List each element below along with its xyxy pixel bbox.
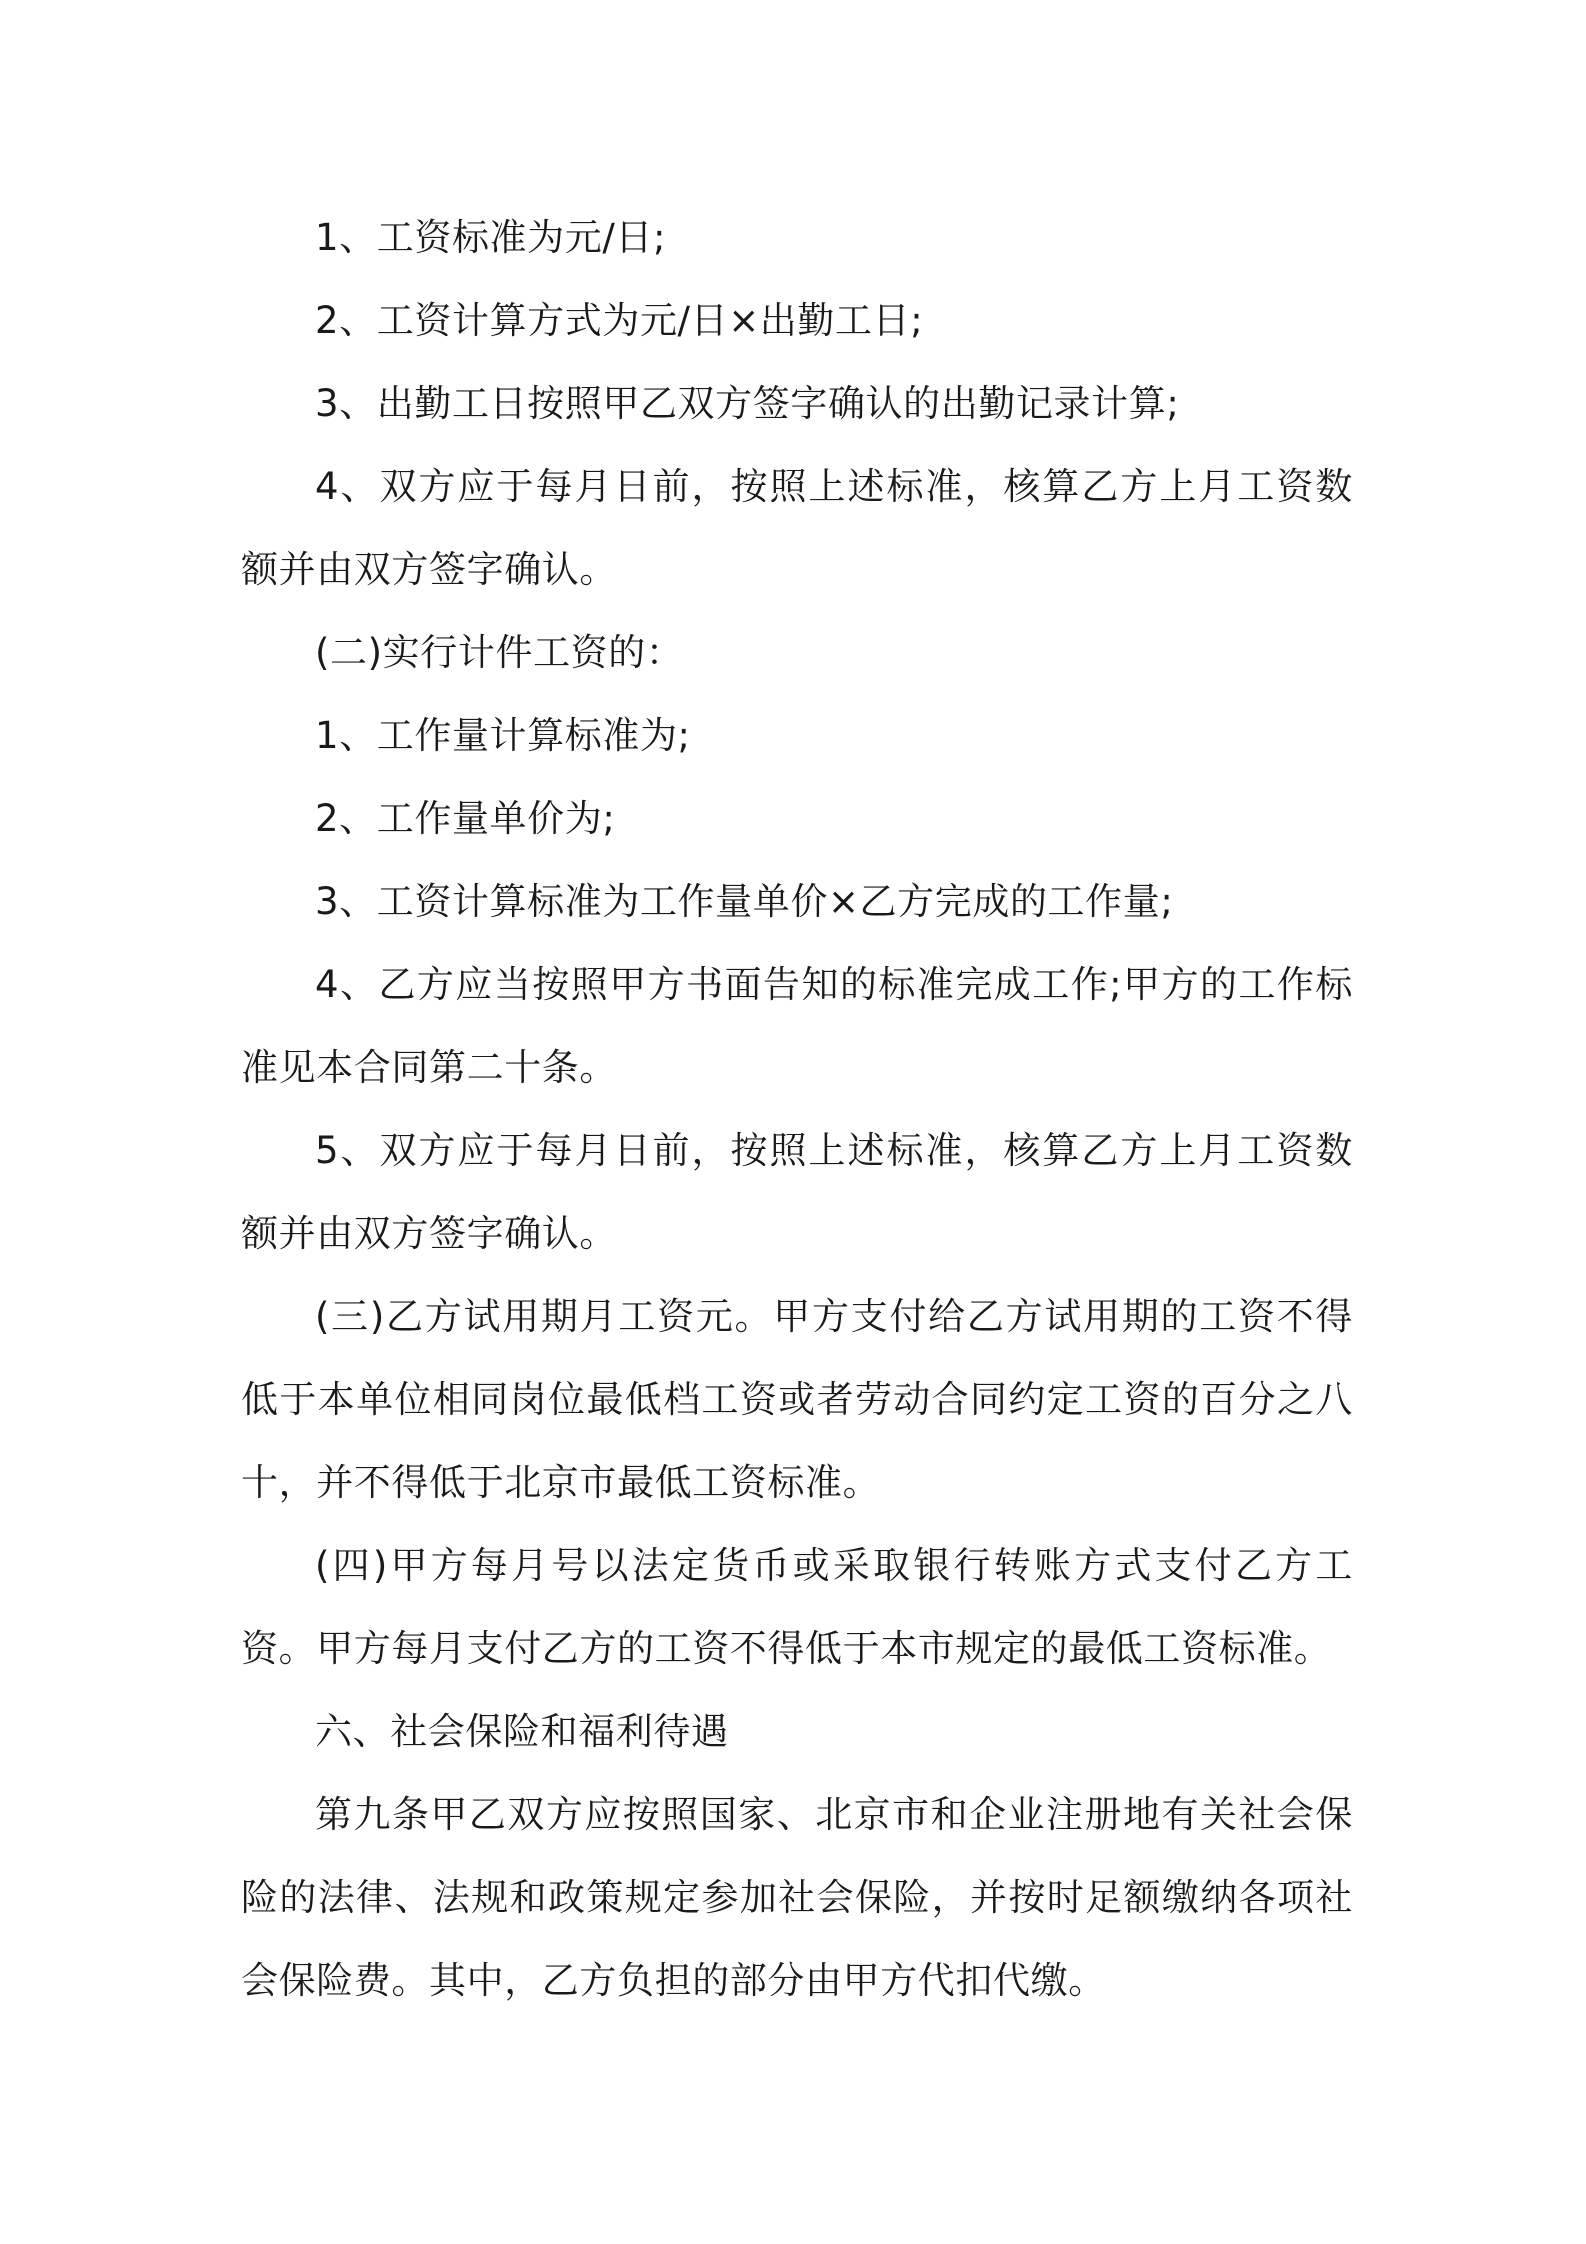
clause-paragraph: 1、工资标准为元/日;: [315, 216, 667, 259]
section-subheading: (二)实行计件工资的：: [315, 631, 684, 674]
clause-paragraph: 1、工作量计算标准为;: [315, 714, 691, 757]
article-paragraph: 第九条甲乙双方应按照国家、北京市和企业注册地有关社会保险的法律、法规和政策规定参加社会保险，并按时足额缴纳各项社会保险费。其中，乙方负担的部分由甲方代扣代缴。: [241, 1793, 1353, 2002]
clause-paragraph: 4、乙方应当按照甲方书面告知的标准完成工作;甲方的工作标准见本合同第二十条。: [241, 963, 1353, 1089]
clause-paragraph: 3、工资计算标准为工作量单价×乙方完成的工作量;: [315, 880, 1174, 923]
clause-paragraph: (三)乙方试用期月工资元。甲方支付给乙方试用期的工资不得低于本单位相同岗位最低档工资或者劳动合同约定工资的百分之八十，并不得低于北京市最低工资标准。: [241, 1295, 1353, 1504]
clause-paragraph: 3、出勤工日按照甲乙双方签字确认的出勤记录计算;: [315, 382, 1180, 425]
document-body: [241, 196, 1353, 2022]
clause-paragraph: (四)甲方每月号以法定货币或采取银行转账方式支付乙方工资。甲方每月支付乙方的工资不得低于本市规定的最低工资标准。: [241, 1544, 1353, 1670]
section-heading: 六、社会保险和福利待遇: [315, 1710, 729, 1753]
clause-paragraph: 4、双方应于每月日前，按照上述标准，核算乙方上月工资数额并由双方签字确认。: [241, 465, 1353, 591]
clause-paragraph: 5、双方应于每月日前，按照上述标准，核算乙方上月工资数额并由双方签字确认。: [241, 1129, 1353, 1255]
clause-paragraph: 2、工作量单价为;: [315, 797, 616, 840]
clause-paragraph: 2、工资计算方式为元/日×出勤工日;: [315, 299, 924, 342]
